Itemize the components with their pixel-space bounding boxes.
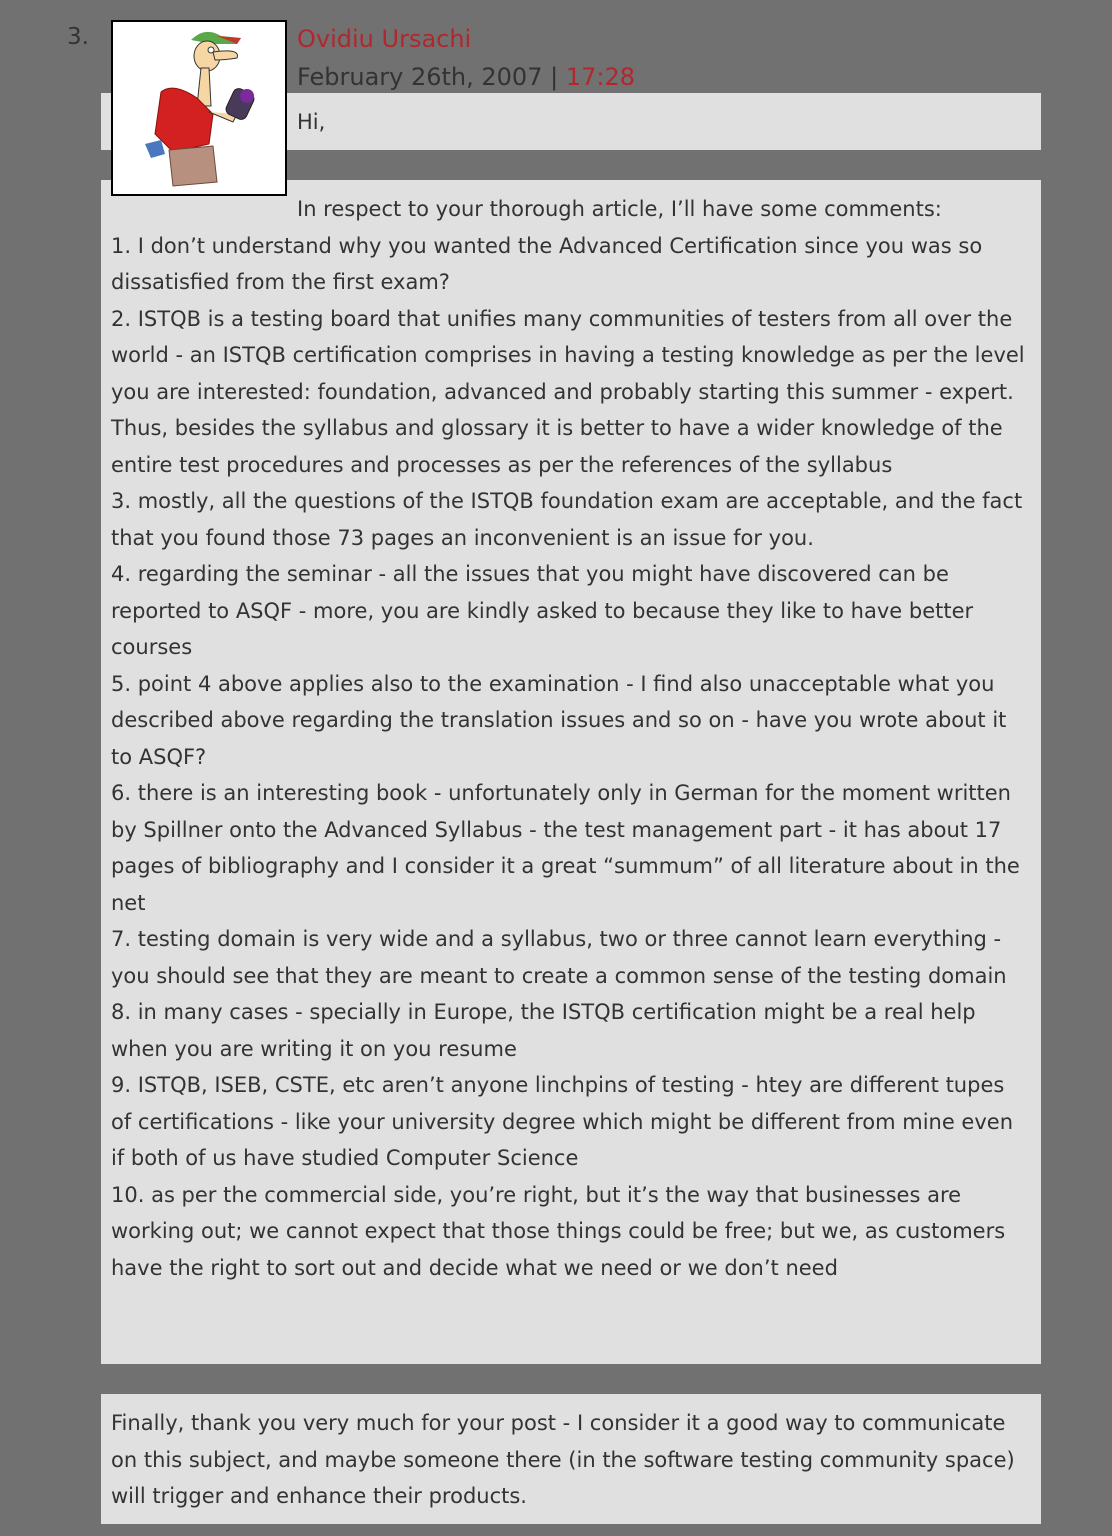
comment-point-1: 1. I don’t understand why you wanted the Advanced Certification since you was so dissatisfied from the first exam? [111, 233, 983, 294]
timestamp-separator: | [550, 63, 559, 91]
author-link[interactable]: Ovidiu Ursachi [297, 25, 472, 53]
comment-time[interactable]: 17:28 [565, 63, 636, 91]
comment-point-3: 3. mostly, all the questions of the ISTQB foundation exam are acceptable, and the fact that you found those 73 pages an inconvenient is an issue for you. [111, 489, 1023, 550]
comment-closing: Finally, thank you very much for your post - I consider it a good way to communicate on this subject, and maybe someone there (in the software testing community space) will trigger and enhance their products. [111, 1411, 1015, 1508]
comment-point-10: 10. as per the commercial side, you’re right, but it’s the way that businesses are working out; we cannot expect that those things could be free; but we, as customers have the right to sort out and decide what we need or we don’t need [111, 1182, 1006, 1280]
comment-point-6: 6. there is an interesting book - unfortunately only in German for the moment written by Spillner onto the Advanced Syllabus - the test management part - it has about 17 pages of bibliography and I consider it a great “summum” of all literature about in the net [111, 781, 1020, 915]
comment-number: 3. [67, 24, 89, 50]
comment-point-4: 4. regarding the seminar - all the issues that you might have discovered can be reported to ASQF - more, you are kindly asked to because they like to have better courses [111, 562, 974, 659]
comment-timestamp [297, 58, 635, 96]
comment-point-9: 9. ISTQB, ISEB, CSTE, etc aren’t anyone linchpins of testing - htey are different tupes of certifications - like your university degree which might be different from mine even if both of us have studied Computer Science [111, 1073, 1014, 1170]
comment-point-2: 2. ISTQB is a testing board that unifies many communities of testers from all over the world - an ISTQB certification comprises in having a testing knowledge as per the level you are interested: foundation, advanced and probably starting this summer - expert. Thus, besides the syllabus and glossary it is better to have a wider knowledge of the entire test procedures and processes as per the references of the syllabus [111, 306, 1025, 477]
comment-date: February 26th, 2007 [297, 63, 543, 91]
comment-point-8: 8. in many cases - specially in Europe, the ISTQB certification might be a real help when you are writing it on you resume [111, 1000, 976, 1061]
comment-closing-box [101, 1394, 1041, 1524]
comment-meta [297, 22, 635, 96]
cartoon-tester-avatar-icon [113, 22, 285, 194]
comment-greeting: Hi, [297, 110, 326, 134]
avatar [111, 20, 287, 196]
comment-body-box [101, 180, 1041, 1364]
comment-intro: In respect to your thorough article, I’ll have some comments: [297, 197, 942, 221]
comment-point-7: 7. testing domain is very wide and a syllabus, two or three cannot learn everything - you should see that they are meant to create a common sense of the testing domain [111, 927, 1007, 988]
comment-point-5: 5. point 4 above applies also to the examination - I find also unacceptable what you described above regarding the translation issues and so on - have you wrote about it to ASQF? [111, 671, 1007, 769]
